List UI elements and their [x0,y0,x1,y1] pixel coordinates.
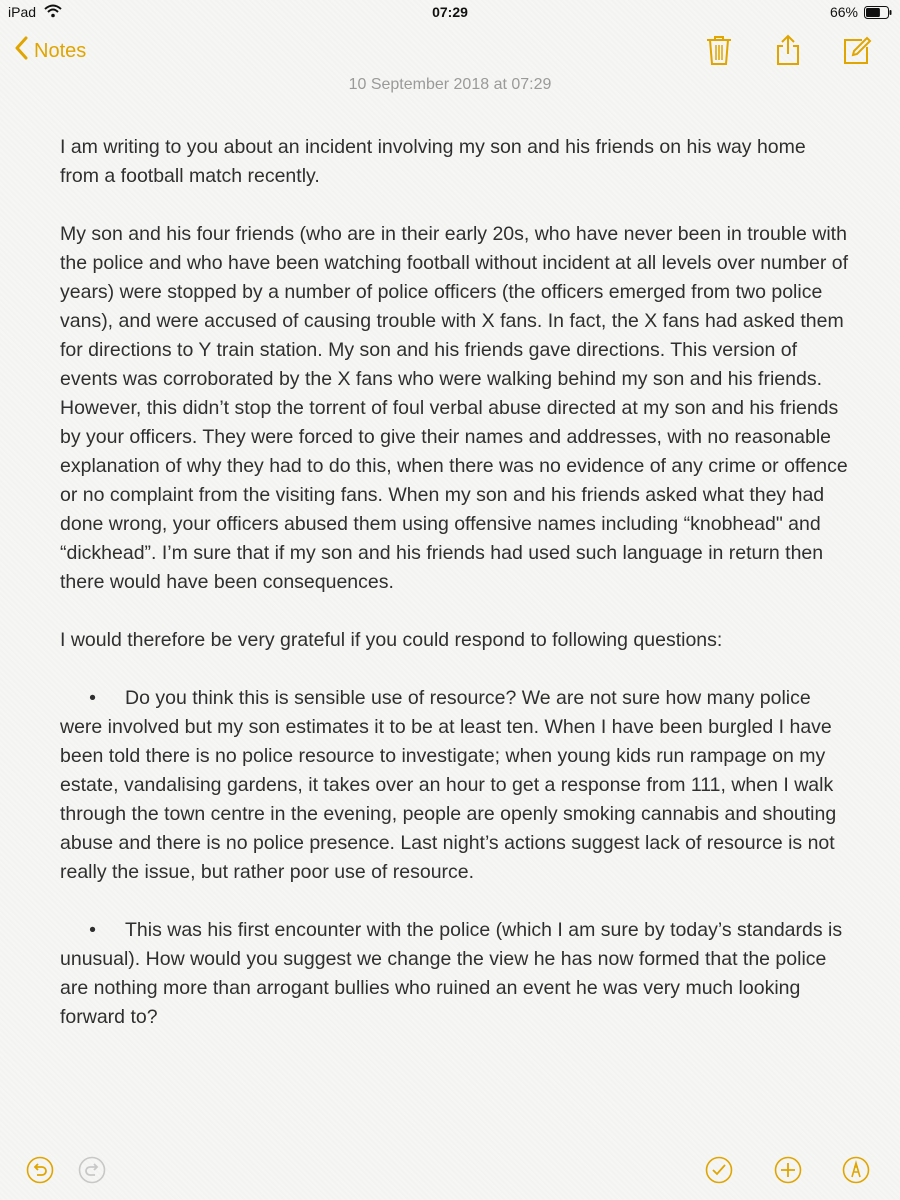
bullet-item [60,684,850,887]
note-paragraph: I would therefore be very grateful if you could respond to following questions: [60,629,723,651]
battery-percentage: 66% [829,4,858,20]
markup-icon[interactable] [842,1156,870,1189]
share-icon[interactable] [774,34,802,71]
bullet-text: Do you think this is sensible use of resource? We are not sure how many police were involved but my son estimates it to be at least ten. When I have been burgled I have been told there is no police resource to investigate; when young kids run rampage on my estate, vandalising gardens, it takes over an hour to get a response from 111, when I walk through the town centre in the evening, people are openly smoking cannabis and shouting abuse and there is no police presence. Last night’s actions suggest lack of resource is not really the issue, but rather poor use of resource. [60,687,837,883]
redo-icon[interactable] [78,1156,106,1189]
bottom-toolbar [0,1140,900,1200]
add-icon[interactable] [774,1156,802,1189]
note-paragraph: I am writing to you about an incident involving my son and his friends on his way home from a football match recently. [60,136,806,187]
battery-icon [864,6,892,22]
bullet-item [60,916,850,1032]
note-body[interactable] [60,133,850,1061]
note-toolbar [0,26,900,76]
checklist-icon[interactable] [705,1156,733,1189]
status-bar [0,0,900,26]
back-to-notes-button[interactable] [14,36,86,66]
chevron-left-icon [14,36,34,66]
undo-icon[interactable] [26,1156,54,1189]
back-label: Notes [34,39,87,62]
bullet-text: This was his first encounter with the police (which I am sure by today’s standards is unusual). How would you suggest we change the view he has now formed that the police are nothing more than arrogant bullies who ruined an event he was very much looking forward to? [60,919,843,1028]
device-name: iPad [8,4,37,20]
bullet-marker: • [89,919,96,941]
compose-icon[interactable] [842,34,872,71]
bullet-marker: • [89,687,96,709]
note-paragraph: My son and his four friends (who are in their early 20s, who have never been in trouble with the police and who have been watching football without incident at all levels over number of years) were stopped by a number of police officers (the officers emerged from two police vans), and were accused of causing trouble with X fans. In fact, the X fans had asked them for directions to Y train station. My son and his friends gave directions. This version of events was corroborated by the X fans who were walking behind my son and his friends. However, this didn’t stop the torrent of foul verbal abuse directed at my son and his friends by your officers. They were forced to give their names and addresses, with no reasonable explanation of why they had to do this, when there was no evidence of any crime or offence or no complaint from the visiting fans. When my son and his friends asked what they had done wrong, your officers abused them using offensive names including “knobhead" and “dickhead”. I’m sure that if my son and his friends had used such language in return then there would have been consequences. [60,223,849,593]
clock: 07:29 [432,4,468,20]
note-timestamp: 10 September 2018 at 07:29 [348,76,552,93]
trash-icon[interactable] [705,34,733,71]
